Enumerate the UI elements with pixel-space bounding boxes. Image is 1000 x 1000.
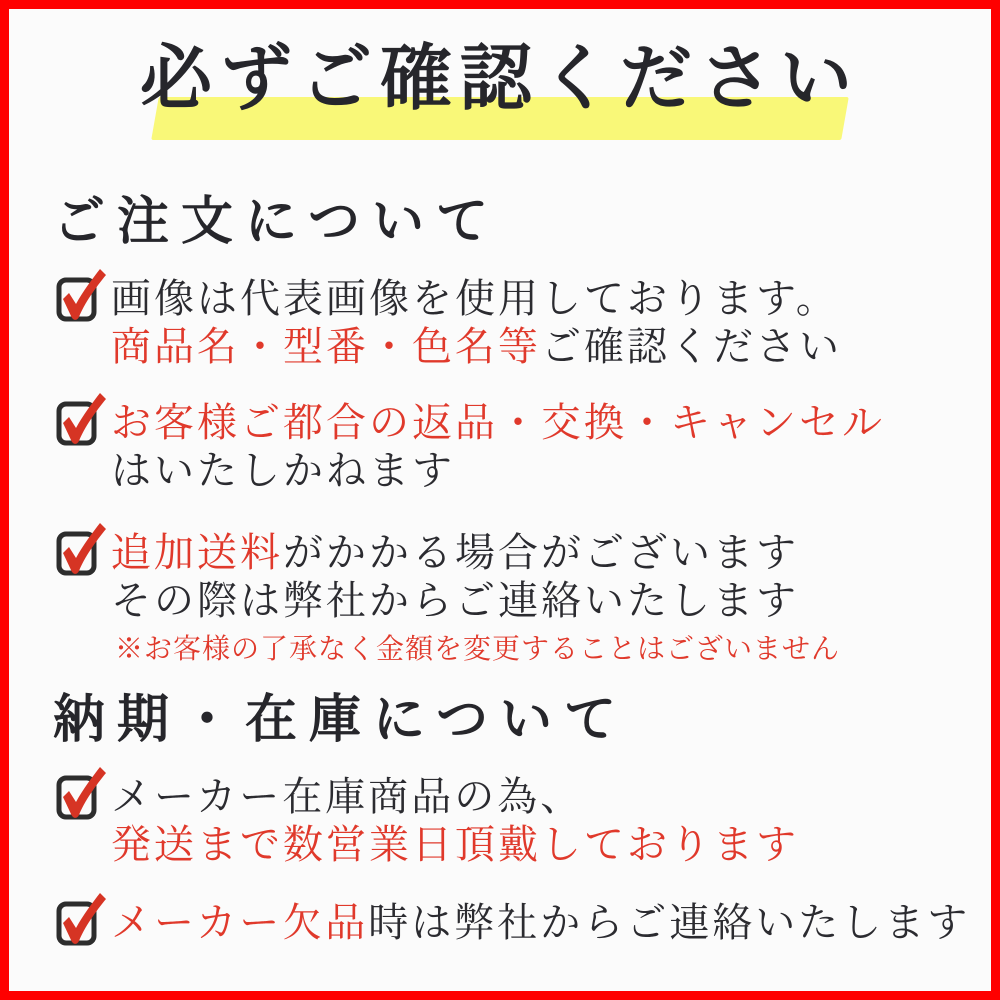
item-text-lines [111, 899, 970, 947]
item-line [111, 529, 840, 577]
item-line [111, 899, 970, 947]
item-text-lines [111, 773, 799, 869]
page-title: 必ずご確認ください [139, 39, 860, 119]
item-text: メーカー在庫商品の為、 [111, 774, 584, 819]
checkbox-checked-icon [55, 889, 107, 947]
checklist-item [55, 773, 971, 869]
item-text: がかかる場合がございます [283, 530, 799, 575]
checkbox-checked-icon [55, 265, 107, 323]
checklist-item [55, 529, 971, 667]
item-line [111, 399, 885, 447]
section-heading-orders: ご注文について [53, 194, 500, 251]
item-text: はいたしかねます [111, 448, 455, 493]
item-text-lines [111, 529, 840, 667]
item-line [111, 447, 885, 495]
item-note: ※お客様の了承なく金額を変更することはございません [115, 634, 841, 665]
item-line [111, 275, 842, 323]
item-line [111, 323, 842, 371]
checkbox-checked-icon [55, 763, 107, 821]
title-banner [9, 33, 991, 127]
item-text: その際は弊社からご連絡いたします [111, 578, 799, 623]
item-text-emphasis: 商品名・型番・色名等 [111, 324, 541, 369]
item-text-emphasis: メーカー欠品 [111, 900, 369, 945]
item-text-emphasis: 追加送料 [111, 530, 283, 575]
item-text-lines [111, 275, 842, 371]
section-heading-stock: 納期・在庫について [53, 692, 628, 749]
item-line [111, 773, 799, 821]
checklist-item [55, 275, 971, 371]
item-line [111, 821, 799, 869]
item-text-lines [111, 399, 885, 495]
item-text: ご確認ください [541, 324, 842, 369]
item-text-emphasis: お客様ご都合の返品・交換・キャンセル [111, 400, 885, 445]
item-text-emphasis: 発送まで数営業日頂戴しております [111, 822, 799, 867]
item-text: 時は弊社からご連絡いたします [368, 900, 971, 945]
item-line [111, 577, 840, 625]
checkbox-checked-icon [55, 389, 107, 447]
checklist-item [55, 899, 971, 947]
checklist-item [55, 399, 971, 495]
checkbox-checked-icon [55, 519, 107, 577]
item-text: 画像は代表画像を使用しております。 [111, 276, 839, 321]
